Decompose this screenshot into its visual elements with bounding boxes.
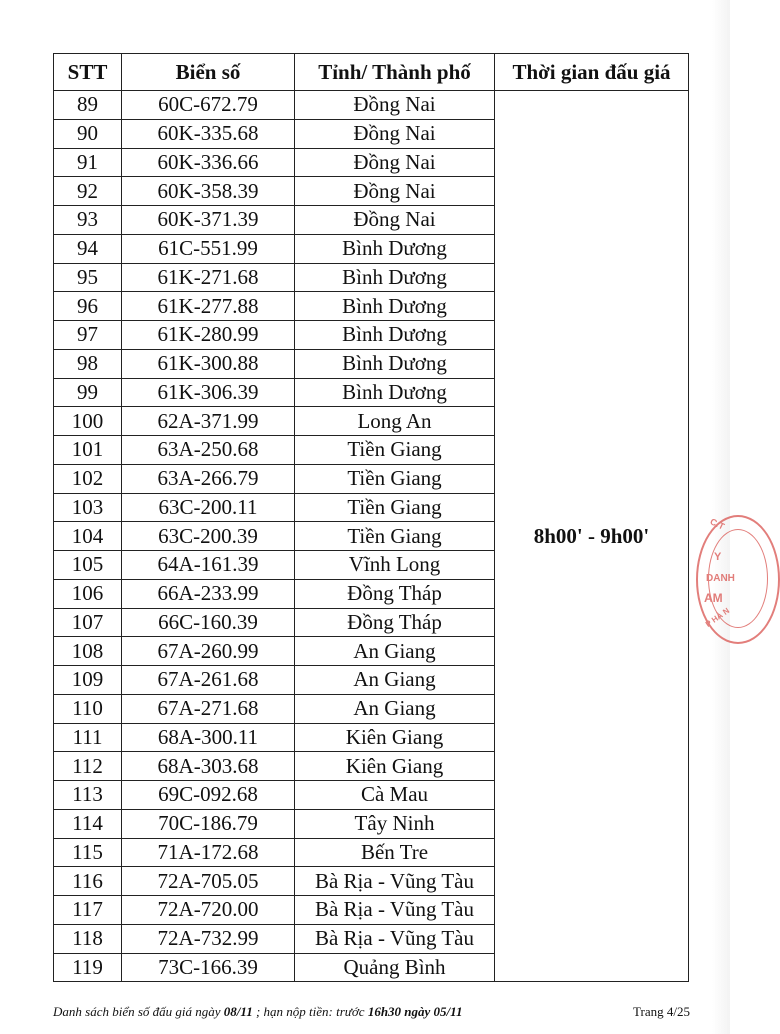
cell-stt: 98 [54, 349, 122, 378]
cell-plate: 72A-720.00 [122, 896, 295, 925]
cell-province: Vĩnh Long [295, 551, 495, 580]
cell-plate: 61K-300.88 [122, 349, 295, 378]
cell-stt: 107 [54, 608, 122, 637]
cell-plate: 64A-161.39 [122, 551, 295, 580]
cell-stt: 112 [54, 752, 122, 781]
cell-province: Quảng Bình [295, 953, 495, 982]
footer-auction-date: 08/11 [223, 1004, 253, 1019]
cell-plate: 61K-277.88 [122, 292, 295, 321]
cell-stt: 114 [54, 809, 122, 838]
cell-province: Cà Mau [295, 781, 495, 810]
cell-province: An Giang [295, 666, 495, 695]
cell-stt: 91 [54, 148, 122, 177]
cell-stt: 119 [54, 953, 122, 982]
header-stt: STT [54, 54, 122, 91]
cell-plate: 69C-092.68 [122, 781, 295, 810]
cell-province: Long An [295, 407, 495, 436]
cell-stt: 92 [54, 177, 122, 206]
cell-province: An Giang [295, 694, 495, 723]
cell-stt: 102 [54, 464, 122, 493]
cell-plate: 61C-551.99 [122, 234, 295, 263]
cell-plate: 66C-160.39 [122, 608, 295, 637]
cell-stt: 108 [54, 637, 122, 666]
cell-province: Đồng Tháp [295, 579, 495, 608]
footer-prefix: Danh sách biển số đấu giá ngày [53, 1004, 224, 1019]
cell-plate: 61K-271.68 [122, 263, 295, 292]
table-body [54, 91, 689, 982]
footer-note [53, 1004, 462, 1020]
footer-deadline: 16h30 ngày 05/11 [367, 1004, 463, 1019]
cell-province: Đồng Nai [295, 119, 495, 148]
table-row [54, 91, 689, 120]
cell-plate: 67A-271.68 [122, 694, 295, 723]
company-seal-stamp [696, 515, 780, 644]
cell-province: Bình Dương [295, 378, 495, 407]
cell-province: Bình Dương [295, 321, 495, 350]
table-header-row [54, 54, 689, 91]
plate-auction-table [53, 53, 689, 982]
stamp-text-top: C.T [708, 516, 726, 532]
cell-plate: 60K-371.39 [122, 206, 295, 235]
cell-auction-time: 8h00' - 9h00' [495, 91, 689, 982]
cell-province: An Giang [295, 637, 495, 666]
cell-stt: 93 [54, 206, 122, 235]
cell-province: Đồng Nai [295, 177, 495, 206]
cell-stt: 116 [54, 867, 122, 896]
cell-stt: 118 [54, 924, 122, 953]
cell-plate: 68A-303.68 [122, 752, 295, 781]
cell-stt: 96 [54, 292, 122, 321]
cell-province: Tiền Giang [295, 436, 495, 465]
cell-province: Kiên Giang [295, 723, 495, 752]
cell-province: Tây Ninh [295, 809, 495, 838]
cell-province: Bà Rịa - Vũng Tàu [295, 924, 495, 953]
cell-province: Đồng Nai [295, 206, 495, 235]
cell-province: Đồng Nai [295, 91, 495, 120]
cell-stt: 104 [54, 522, 122, 551]
cell-province: Bình Dương [295, 234, 495, 263]
cell-stt: 105 [54, 551, 122, 580]
cell-plate: 71A-172.68 [122, 838, 295, 867]
cell-plate: 70C-186.79 [122, 809, 295, 838]
cell-stt: 94 [54, 234, 122, 263]
cell-plate: 63A-250.68 [122, 436, 295, 465]
cell-stt: 100 [54, 407, 122, 436]
header-plate: Biển số [122, 54, 295, 91]
cell-province: Đồng Nai [295, 148, 495, 177]
cell-province: Đồng Tháp [295, 608, 495, 637]
cell-plate: 68A-300.11 [122, 723, 295, 752]
cell-plate: 63C-200.39 [122, 522, 295, 551]
stamp-text-danh: DANH [706, 573, 735, 584]
header-time: Thời gian đấu giá [495, 54, 689, 91]
cell-plate: 72A-705.05 [122, 867, 295, 896]
cell-province: Bình Dương [295, 349, 495, 378]
cell-province: Bà Rịa - Vũng Tàu [295, 867, 495, 896]
cell-province: Tiền Giang [295, 493, 495, 522]
stamp-text-bottom: P HÀ N [703, 606, 732, 629]
cell-stt: 89 [54, 91, 122, 120]
header-province: Tỉnh/ Thành phố [295, 54, 495, 91]
cell-plate: 73C-166.39 [122, 953, 295, 982]
cell-plate: 60K-335.68 [122, 119, 295, 148]
cell-province: Bình Dương [295, 292, 495, 321]
cell-stt: 106 [54, 579, 122, 608]
cell-plate: 61K-280.99 [122, 321, 295, 350]
footer-middle: ; hạn nộp tiền: trước [252, 1004, 368, 1019]
cell-stt: 101 [54, 436, 122, 465]
stamp-text-am: AM [704, 591, 723, 605]
stamp-text-y: Y [714, 551, 722, 563]
cell-stt: 95 [54, 263, 122, 292]
cell-stt: 109 [54, 666, 122, 695]
cell-plate: 63C-200.11 [122, 493, 295, 522]
cell-plate: 60C-672.79 [122, 91, 295, 120]
cell-plate: 72A-732.99 [122, 924, 295, 953]
cell-stt: 110 [54, 694, 122, 723]
cell-province: Kiên Giang [295, 752, 495, 781]
cell-plate: 67A-260.99 [122, 637, 295, 666]
page-number: Trang 4/25 [633, 1004, 690, 1019]
cell-province: Bình Dương [295, 263, 495, 292]
cell-plate: 60K-336.66 [122, 148, 295, 177]
cell-stt: 115 [54, 838, 122, 867]
cell-stt: 90 [54, 119, 122, 148]
cell-province: Bà Rịa - Vũng Tàu [295, 896, 495, 925]
cell-stt: 117 [54, 896, 122, 925]
cell-province: Tiền Giang [295, 464, 495, 493]
cell-stt: 111 [54, 723, 122, 752]
cell-plate: 60K-358.39 [122, 177, 295, 206]
cell-province: Bến Tre [295, 838, 495, 867]
cell-plate: 66A-233.99 [122, 579, 295, 608]
cell-plate: 67A-261.68 [122, 666, 295, 695]
cell-stt: 97 [54, 321, 122, 350]
cell-province: Tiền Giang [295, 522, 495, 551]
cell-plate: 62A-371.99 [122, 407, 295, 436]
cell-plate: 63A-266.79 [122, 464, 295, 493]
cell-stt: 99 [54, 378, 122, 407]
cell-stt: 113 [54, 781, 122, 810]
cell-stt: 103 [54, 493, 122, 522]
cell-plate: 61K-306.39 [122, 378, 295, 407]
